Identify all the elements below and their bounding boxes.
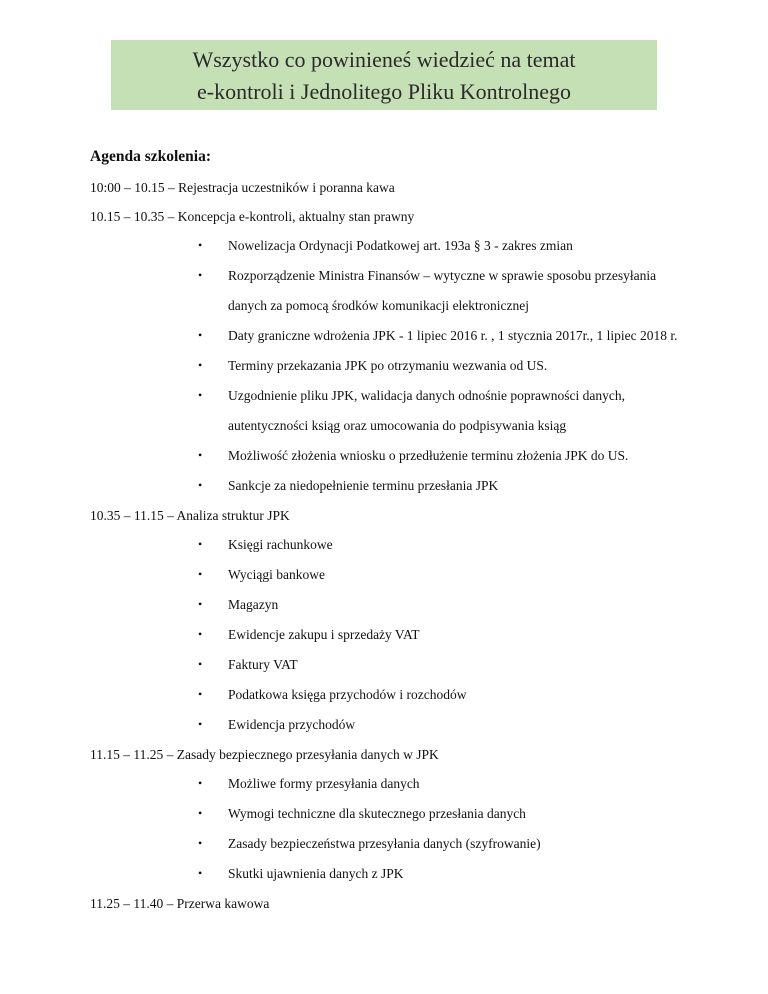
bullet-text: Daty graniczne wdrożenia JPK - 1 lipiec 2016 r. , 1 stycznia 2017r., 1 lipiec 2018 r. bbox=[228, 328, 678, 343]
bullet-dot-icon: • bbox=[198, 836, 203, 850]
bullet-text: Wymogi techniczne dla skutecznego przesłania danych bbox=[228, 806, 526, 821]
bullet-text: Ewidencje zakupu i sprzedaży VAT bbox=[228, 627, 420, 642]
bullet-dot-icon: • bbox=[198, 657, 203, 671]
bullet-text: Możliwe formy przesyłania danych bbox=[228, 776, 420, 791]
bullet-dot-icon: • bbox=[198, 478, 203, 492]
bullet-text: Terminy przekazania JPK po otrzymaniu wezwania od US. bbox=[228, 358, 548, 373]
bullet-text: Uzgodnienie pliku JPK, walidacja danych odnośnie poprawności danych, bbox=[228, 388, 626, 403]
agenda-time-slot: 10.35 – 11.15 – Analiza struktur JPK bbox=[90, 508, 290, 523]
bullet-text: Zasady bezpieczeństwa przesyłania danych (szyfrowanie) bbox=[228, 836, 541, 851]
bullet-dot-icon: • bbox=[198, 717, 203, 731]
bullet-dot-icon: • bbox=[198, 328, 203, 342]
bullet-dot-icon: • bbox=[198, 627, 203, 641]
agenda-time-slot: 11.25 – 11.40 – Przerwa kawowa bbox=[90, 896, 270, 911]
bullet-text: Wyciągi bankowe bbox=[228, 567, 326, 582]
bullet-dot-icon: • bbox=[198, 448, 203, 462]
bullet-text: Magazyn bbox=[228, 597, 279, 612]
bullet-dot-icon: • bbox=[198, 388, 203, 402]
bullet-dot-icon: • bbox=[198, 687, 203, 701]
bullet-dot-icon: • bbox=[198, 597, 203, 611]
bullet-dot-icon: • bbox=[198, 866, 203, 880]
bullet-text: Nowelizacja Ordynacji Podatkowej art. 193a § 3 - zakres zmian bbox=[228, 238, 573, 253]
bullet-text: Możliwość złożenia wniosku o przedłużenie terminu złożenia JPK do US. bbox=[228, 448, 629, 463]
bullet-text: Rozporządzenie Ministra Finansów – wytyczne w sprawie sposobu przesyłania bbox=[228, 268, 657, 283]
bullet-dot-icon: • bbox=[198, 776, 203, 790]
bullet-dot-icon: • bbox=[198, 238, 203, 252]
agenda-heading: Agenda szkolenia: bbox=[90, 148, 211, 165]
bullet-dot-icon: • bbox=[198, 567, 203, 581]
bullet-text: Księgi rachunkowe bbox=[228, 537, 333, 552]
bullet-text: Podatkowa księga przychodów i rozchodów bbox=[228, 687, 467, 702]
bullet-text: Skutki ujawnienia danych z JPK bbox=[228, 866, 404, 881]
bullet-dot-icon: • bbox=[198, 806, 203, 820]
bullet-text: Faktury VAT bbox=[228, 657, 298, 672]
bullet-text: Sankcje za niedopełnienie terminu przesłania JPK bbox=[228, 478, 499, 493]
bullet-text: Ewidencja przychodów bbox=[228, 717, 356, 732]
agenda-time-slot: 10.15 – 10.35 – Koncepcja e-kontroli, aktualny stan prawny bbox=[90, 209, 415, 224]
bullet-dot-icon: • bbox=[198, 268, 203, 282]
bullet-continuation: autentyczności ksiąg oraz umocowania do podpisywania ksiąg bbox=[228, 418, 567, 433]
title-banner bbox=[111, 40, 657, 110]
title-line-2: e-kontroli i Jednolitego Pliku Kontrolnego bbox=[197, 79, 571, 104]
title-line-1: Wszystko co powinieneś wiedzieć na temat bbox=[192, 47, 576, 72]
bullet-continuation: danych za pomocą środków komunikacji elektronicznej bbox=[228, 298, 530, 313]
bullet-dot-icon: • bbox=[198, 537, 203, 551]
agenda-time-slot: 11.15 – 11.25 – Zasady bezpiecznego przesyłania danych w JPK bbox=[90, 747, 439, 762]
agenda-time-slot: 10:00 – 10.15 – Rejestracja uczestników i poranna kawa bbox=[90, 180, 395, 195]
bullet-dot-icon: • bbox=[198, 358, 203, 372]
